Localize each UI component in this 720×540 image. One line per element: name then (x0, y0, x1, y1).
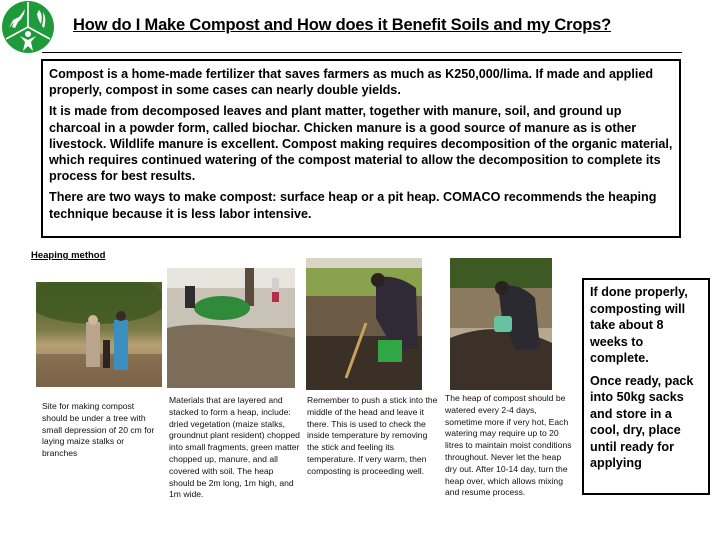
intro-paragraph: It is made from decomposed leaves and plant matter, together with manure, soil, and ground up charcoal in a powder form, called biochar. Chicken manure is a good source of manure as is other livestock. Wildlife manure is excellent. Compost making requires decomposition of the organic material, which requires continued watering of the compost material to allow the decomposition to complete its process for best results. (49, 104, 673, 184)
side-note-box (582, 278, 710, 495)
intro-paragraph: There are two ways to make compost: surface heap or a pit heap. COMACO recommends the heaping technique because it is less labor intensive. (49, 190, 657, 221)
pushing-stick-photo (306, 258, 422, 390)
title-divider (42, 52, 682, 53)
intro-text-box (41, 59, 681, 238)
organization-logo (1, 0, 55, 54)
layered-materials-photo (167, 268, 295, 388)
logo-emblem-icon (1, 0, 55, 54)
step-3-caption: Remember to push a stick into the middle of the head and leave it there. This is used to check the inside temperature by removing the stick and feeling its temperature. If very warm, then composting is proceeding well. (307, 395, 438, 476)
side-note-paragraph: If done properly, composting will take about 8 weeks to complete. (590, 285, 688, 365)
watering-heap-photo (450, 258, 552, 390)
step-4-caption: The heap of compost should be watered every 2-4 days, sometime more if very hot, Each watering may require up to 20 litres to maintain moist conditions throughout. Never let the heap dry out. After 10-14 day, turn the heap over, which allows mixing and resume process. (445, 393, 572, 498)
side-note-paragraph: Once ready, pack into 50kg sacks and store in a cool, dry, place until ready for applying (590, 373, 694, 470)
people-under-tree-photo (36, 282, 162, 387)
step-2-caption: Materials that are layered and stacked to form a heap, include: dried vegetation (maize stalks, groundnut plant resident) chopped into small fragments, green matter chopped up, manure, and all covered with soil. The heap should be 2m long, 1m high, and 1m wide. (169, 395, 300, 500)
step-1-caption: Site for making compost should be under a tree with small depression of 20 cm for laying maize stalks or branches (42, 401, 155, 459)
section-label: Heaping method (31, 250, 106, 261)
intro-paragraph: Compost is a home-made fertilizer that saves farmers as much as K250,000/lima. If made and applied properly, compost in some cases can nearly double yields. (49, 67, 654, 98)
page-title: How do I Make Compost and How does it Benefit Soils and my Crops? (73, 16, 611, 34)
